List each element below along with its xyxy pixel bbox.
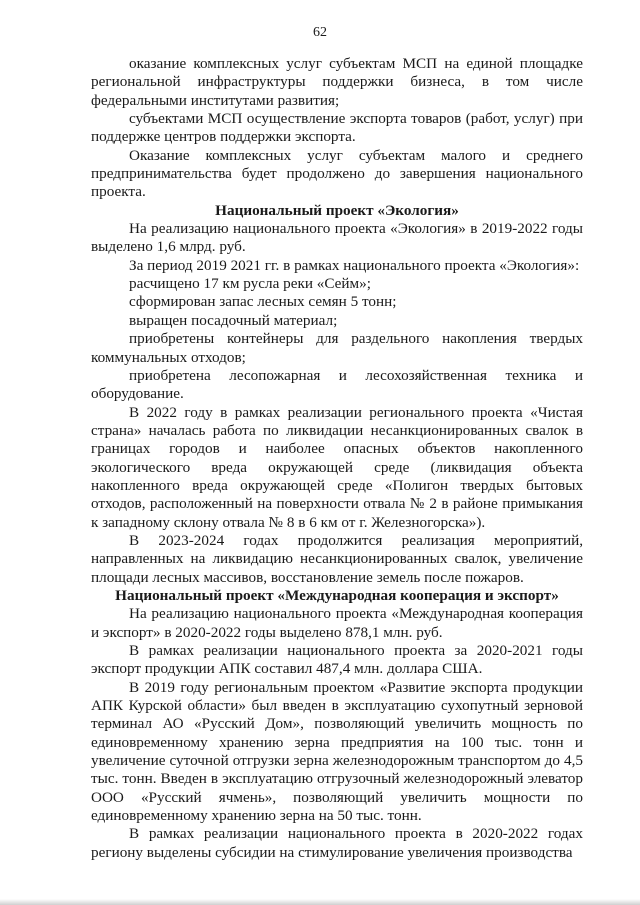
paragraph: оказание комплексных услуг субъектам МСП на единой площадке региональной инфраструктуры поддержки бизнеса, в том числе федеральными институтами развития; [91, 55, 583, 109]
paragraph: сформирован запас лесных семян 5 тонн; [129, 293, 397, 311]
paragraph: За период 2019 2021 гг. в рамках национального проекта «Экология»: [129, 256, 580, 274]
paragraph: приобретены контейнеры для раздельного накопления твердых коммунальных отходов; [91, 330, 583, 366]
paragraph: выращен посадочный материал; [129, 311, 338, 329]
paragraph: Оказание комплексных услуг субъектам малого и среднего предпринимательства будет продолжено до завершения национального проекта. [91, 146, 583, 201]
section-heading: Национальный проект «Международная кооперация и экспорт» [115, 586, 559, 604]
paragraph: В рамках реализации национального проекта за 2020-2021 годы экспорт продукции АПК составил 487,4 млн. доллара США. [91, 642, 583, 678]
section-heading: Национальный проект «Экология» [215, 201, 459, 219]
page-body [91, 55, 583, 862]
paragraph: В 2023-2024 годах продолжится реализация мероприятий, направленных на ликвидацию несанкционированных свалок, увеличение площади лесных массивов, восстановление земель после пожаров. [91, 531, 583, 586]
paragraph: В 2022 году в рамках реализации регионального проекта «Чистая страна» началась работа по ликвидации несанкционированных свалок в границах городов и наиболее опасных объектов накопленного экологического вреда окружающей среде (ликвидация объекта накопленного вреда окружающей среде «Полигон твердых бытовых отходов, расположенный на поверхности отвала № 2 в районе примыкания к западному склону отвала № 8 в 6 км от г. Железногорска»). [91, 403, 583, 531]
page-number: 62 [313, 25, 327, 40]
paragraph: На реализацию национального проекта «Международная кооперация и экспорт» в 2020-2022 годы выделено 878,1 млн. руб. [91, 605, 583, 641]
paragraph: приобретена лесопожарная и лесохозяйственная техника и оборудование. [91, 366, 583, 403]
scan-bottom-edge [0, 899, 640, 905]
paragraph: субъектами МСП осуществление экспорта товаров (работ, услуг) при поддержке центров поддержки экспорта. [91, 110, 583, 146]
paragraph: В рамках реализации национального проекта в 2020-2022 годах региону выделены субсидии на стимулирование увеличения производства [91, 825, 583, 861]
paragraph: На реализацию национального проекта «Экология» в 2019-2022 годы выделено 1,6 млрд. руб. [91, 220, 583, 256]
paragraph: В 2019 году региональным проектом «Развитие экспорта продукции АПК Курской области» был введен в эксплуатацию сухопутный зерновой терминал АО «Русский Дом», позволяющий увеличить мощность по единовременному хранению зерна предприятия на 100 тыс. тонн и увеличение суточной отгрузки зерна железнодорожным транспортом до 4,5 тыс. тонн. Введен в эксплуатацию отгрузочный железнодорожный элеватор ООО «Русский ячмень», позволяющий увеличить мощности по единовременному хранению зерна на 50 тыс. тонн. [91, 678, 583, 825]
paragraph: расчищено 17 км русла реки «Сейм»; [129, 275, 371, 293]
